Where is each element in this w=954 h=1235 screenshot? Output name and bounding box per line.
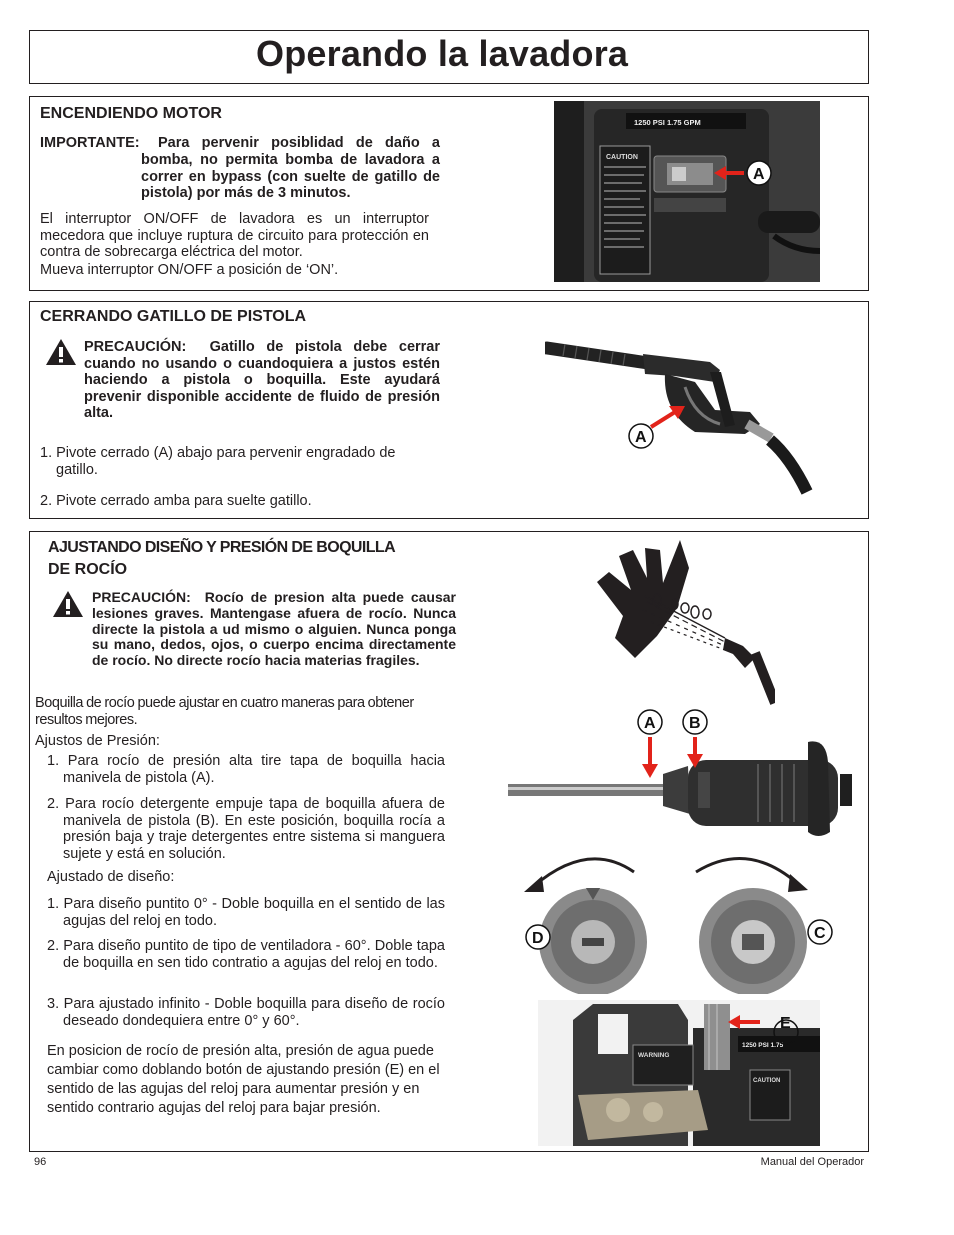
- label-a: A: [635, 429, 647, 446]
- label-b: B: [689, 715, 701, 732]
- caution-body: Rocío de presion alta puede causar lesiones graves. Mantengase afuera de rocío. Nunca directe la pistola a ud mismo o alguien. Nunca ponga su mano, dedos, ojos, o cuerpo encima directamente de rocío. No directe rocío hacia materias fragiles.: [92, 589, 456, 669]
- pattern-step-3: 3. Para ajustado infinito - Doble boquilla para diseño de rocío deseado dondequiera entre 0° y 60°.: [47, 996, 445, 1029]
- step-1: 1. Pivote cerrado (A) abajo para pervenir engradado de gatillo.: [40, 445, 396, 478]
- pressure-step-2: 2. Para rocío detergente empuje tapa de boquilla afuera de manivela de pistola (B). En este posición, boquilla rocía a presión baja y traje detergentes entre sistema si manguera sujete y está en solución.: [47, 796, 445, 862]
- plate-text: 1250 PSI 1.75: [742, 1042, 784, 1049]
- pressure-heading: Ajustos de Presión:: [35, 733, 160, 749]
- nozzle-handle-photo: [508, 702, 853, 842]
- hand-spray-illustration: [585, 538, 775, 708]
- caution-decal-text: CAUTION: [753, 1078, 781, 1084]
- body-paragraph: El interruptor ON/OFF de lavadora es un interruptor mecedora que incluye ruptura de circuito para protección en contra de sobrecarga eléctrica del motor.: [40, 211, 429, 260]
- label-e: E: [780, 1015, 791, 1032]
- intro-paragraph: Boquilla de rocío puede ajustar en cuatro maneras para obtener resultos mejores.: [35, 695, 414, 728]
- section-encendiendo-motor: [29, 96, 869, 291]
- body-instruction: Mueva interruptor ON/OFF a posición de ‘ON’.: [40, 262, 339, 278]
- pattern-step-2: 2. Para diseño puntito de tipo de ventiladora - 60°. Doble tapa de boquilla en sen tido contratio a agujas del reloj en todo.: [47, 938, 445, 971]
- spray-gun-photo: [545, 332, 835, 497]
- footer-page-number: 96: [34, 1156, 47, 1168]
- closing-paragraph: En posicion de rocío de presión alta, presión de agua puede cambiar como doblando botón de ajustando presión (E) en el sentido de las agujas del reloj para aumentar presión y en sentido contrario agujas del reloj para bajar presión.: [47, 1043, 440, 1116]
- warning-triangle-icon: [45, 338, 77, 366]
- label-a: A: [644, 715, 656, 732]
- caution-label: PRECAUCIÓN:: [84, 339, 187, 355]
- warning-triangle-icon: [52, 590, 84, 618]
- section-heading-line-1: AJUSTANDO DISEÑO Y PRESIÓN DE BOQUILLA: [48, 539, 396, 556]
- caution-body: Gatillo de pistola debe cerrar cuando no usando o cuandoquiera a justos estén haciendo a pistola o boquilla. Este ayudará prevenir disponible accidente de fluido de presión alta.: [84, 339, 441, 421]
- section-heading: CERRANDO GATILLO DE PISTOLA: [40, 308, 307, 325]
- label-a: A: [753, 166, 765, 183]
- important-text-first-line: Para pervenir posiblidad de daño a: [158, 135, 440, 151]
- caution-text: [84, 339, 440, 422]
- important-label: IMPORTANTE:: [40, 135, 140, 151]
- section-heading-line-2: DE ROCÍO: [48, 561, 128, 578]
- plate-text: 1250 PSI 1.75 GPM: [634, 118, 701, 127]
- warning-decal-text: WARNING: [638, 1052, 670, 1059]
- label-c: C: [814, 925, 826, 942]
- caution-decal-text: CAUTION: [606, 154, 638, 161]
- label-d: D: [532, 930, 544, 947]
- nozzle-rotation-photos: [498, 844, 838, 994]
- pressure-washer-photo: [538, 1000, 820, 1146]
- important-text: bomba, no permita bomba de lavadora a correr en bypass (con suelte de gatillo de pistola) por más de 3 minutos.: [141, 152, 440, 201]
- section-ajustando-boquilla: [29, 531, 869, 1152]
- pattern-heading: Ajustado de diseño:: [47, 869, 175, 885]
- caution-label: PRECAUCIÓN:: [92, 589, 191, 605]
- pattern-step-1: 1. Para diseño puntito 0° - Doble boquilla en el sentido de las agujas del reloj en todo.: [47, 896, 445, 929]
- footer-manual-name: Manual del Operador: [760, 1156, 864, 1168]
- step-2: 2. Pivote cerrado amba para suelte gatillo.: [40, 493, 312, 509]
- section-cerrando-gatillo: [29, 301, 869, 519]
- page-title-box: [29, 30, 869, 84]
- page-title: Operando la lavadora: [256, 33, 629, 74]
- caution-text: [92, 590, 456, 669]
- pressure-step-1: 1. Para rocío de presión alta tire tapa de boquilla hacia manivela de pistola (A).: [47, 753, 445, 786]
- section-heading: ENCENDIENDO MOTOR: [40, 105, 222, 122]
- motor-switch-photo: [554, 101, 820, 282]
